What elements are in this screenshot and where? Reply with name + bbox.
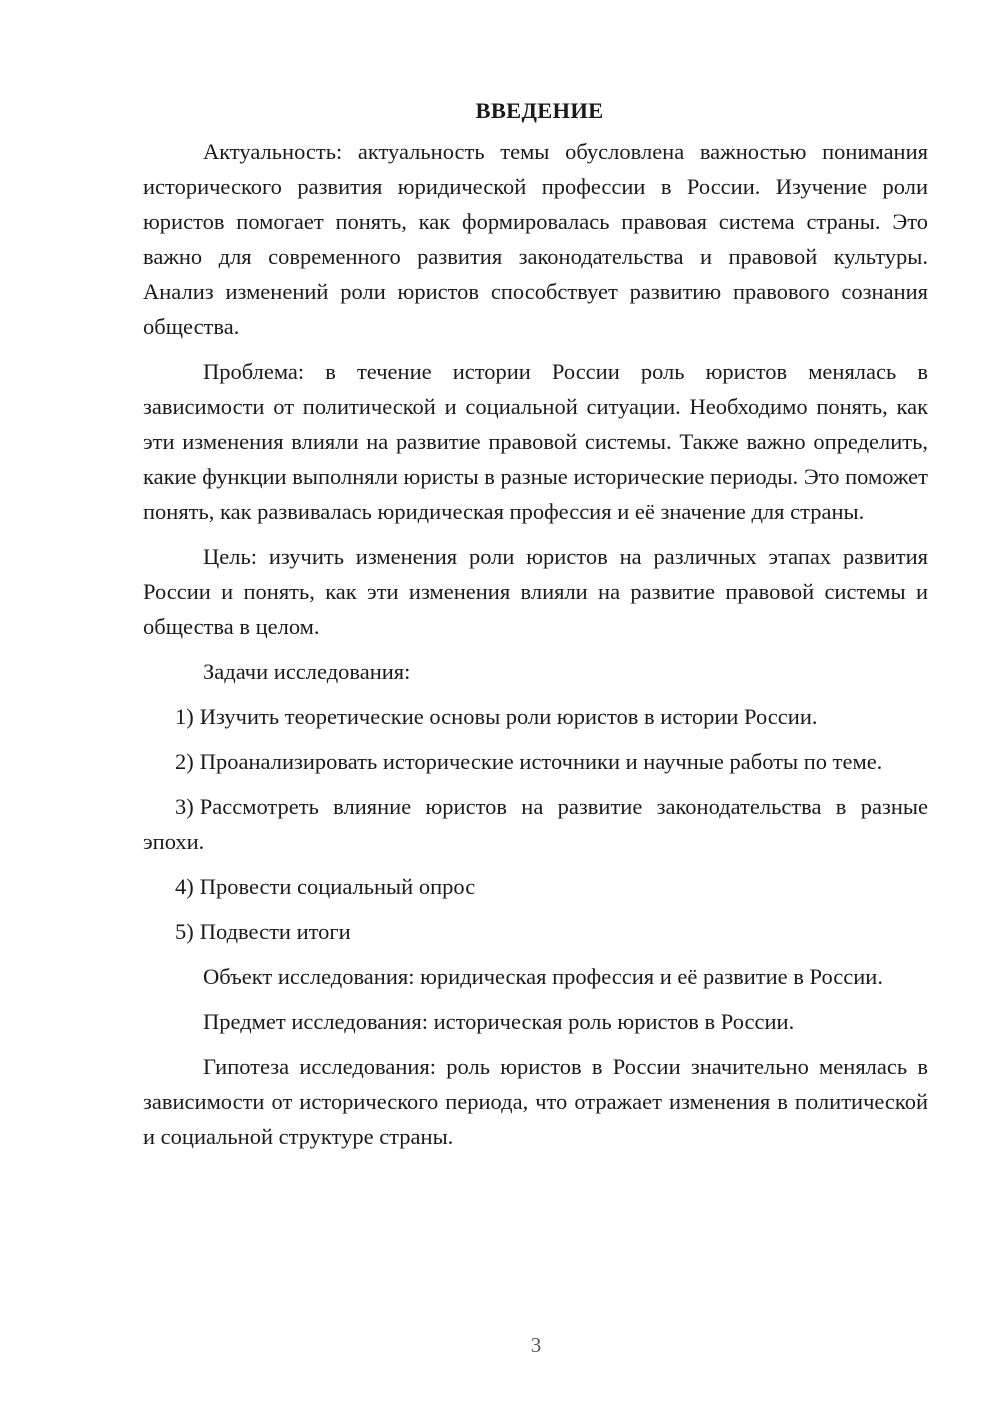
paragraph-relevance: Актуальность: актуальность темы обусловлена важностью понимания исторического развития юридической профессии в России. Изучение роли юристов помогает понять, как формировалась правовая система страны. Это важно для современного развития законодательства и правовой культуры. Анализ изменений роли юристов способствует развитию правового сознания общества.	[143, 139, 928, 339]
list-item	[143, 869, 928, 904]
list-item-text: Провести социальный опрос	[199, 874, 476, 899]
page-body	[143, 93, 928, 1164]
list-item-text: Проанализировать исторические источники и научные работы по теме.	[199, 749, 883, 774]
list-item-number: 2)	[175, 749, 194, 774]
tasks-heading: Задачи исследования:	[203, 659, 411, 684]
list-item	[143, 914, 928, 949]
list-item-number: 4)	[175, 874, 194, 899]
list-item-number: 3)	[175, 794, 194, 819]
section-heading: ВВЕДЕНИЕ	[475, 98, 604, 123]
paragraph-subject: Предмет исследования: историческая роль юристов в России.	[203, 1009, 795, 1034]
list-item-text: Рассмотреть влияние юристов на развитие законодательства в разные эпохи.	[143, 794, 928, 854]
list-item-text: Подвести итоги	[199, 919, 351, 944]
paragraph-goal: Цель: изучить изменения роли юристов на различных этапах развития России и понять, как эти изменения влияли на развитие правовой системы и общества в целом.	[143, 544, 928, 639]
list-item-number: 5)	[175, 919, 194, 944]
page-number: 3	[530, 1333, 542, 1357]
list-item-number: 1)	[175, 704, 194, 729]
list-item	[143, 744, 928, 779]
paragraph-hypothesis: Гипотеза исследования: роль юристов в России значительно менялась в зависимости от исторического периода, что отражает изменения в политической и социальной структуре страны.	[143, 1054, 928, 1149]
tasks-list	[143, 699, 928, 949]
list-item	[143, 789, 928, 859]
paragraph-problem: Проблема: в течение истории России роль юристов менялась в зависимости от политической и социальной ситуации. Необходимо понять, как эти изменения влияли на развитие правовой системы. Также важно определить, какие функции выполняли юристы в разные исторические периоды. Это поможет понять, как развивалась юридическая профессия и её значение для страны.	[143, 359, 928, 524]
list-item-text: Изучить теоретические основы роли юристов в истории России.	[199, 704, 818, 729]
list-item	[143, 699, 928, 734]
paragraph-object: Объект исследования: юридическая профессия и её развитие в России.	[203, 964, 883, 989]
